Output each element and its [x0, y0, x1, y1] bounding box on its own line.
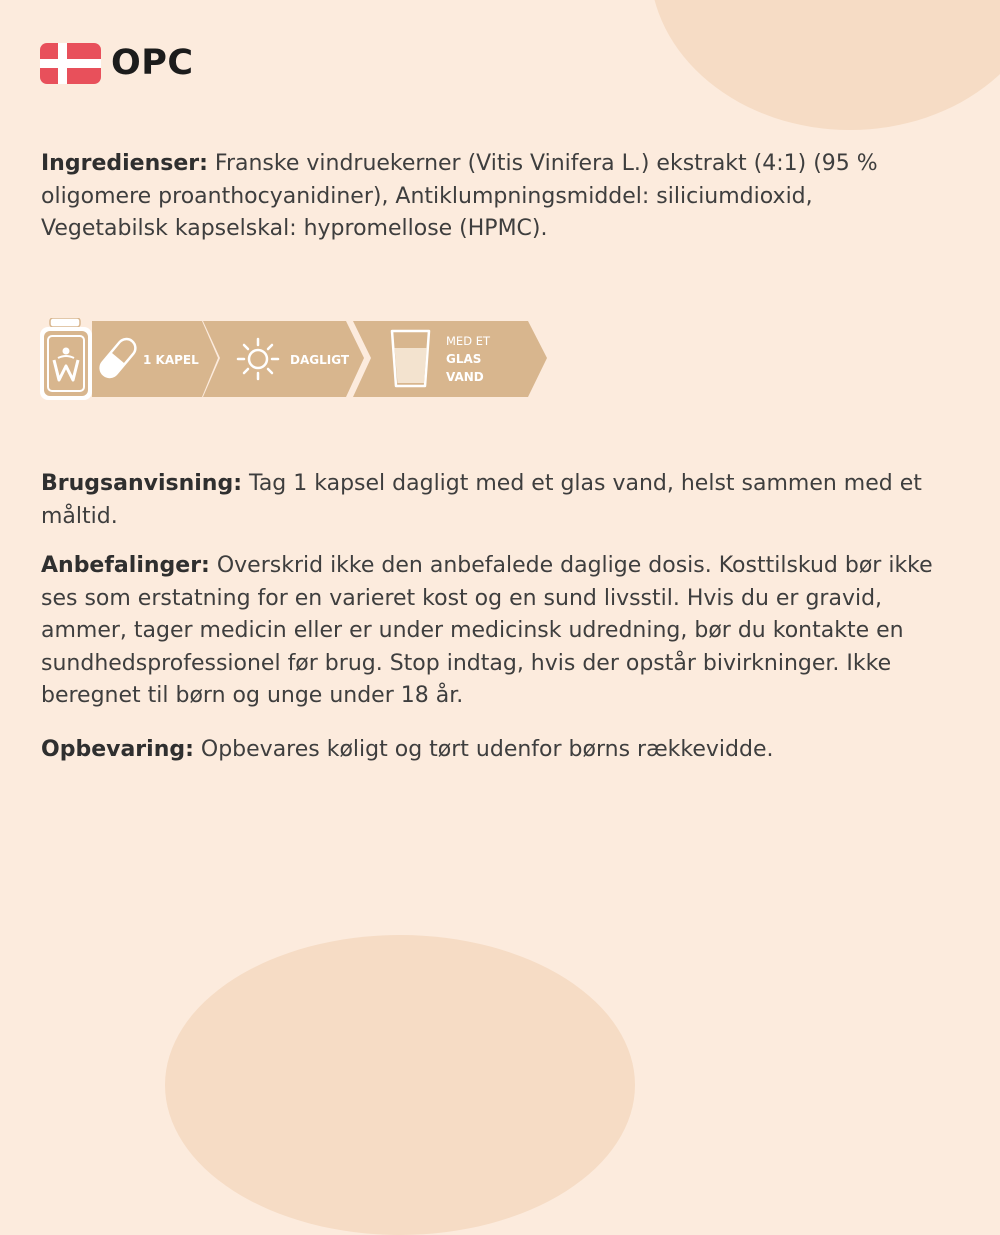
dosage-steps-banner	[40, 318, 550, 400]
ingredients-text: Franske vindruekerner (Vitis Vinifera L.) ekstrakt (4:1) (95 % oligomere proanthocyanidiner), Antiklumpningsmiddel: siliciumdioxid, Vegetabilsk kapselskal: hypromellose (HPMC).	[41, 151, 878, 241]
step-label-water-line1: MED ET	[446, 334, 490, 348]
ingredients-paragraph	[41, 148, 946, 246]
storage-label: Opbevaring:	[41, 737, 194, 762]
usage-label: Brugsanvisning:	[41, 471, 243, 496]
background-blob-top	[650, 0, 1000, 130]
recommendations-paragraph	[41, 550, 946, 713]
denmark-flag-icon	[40, 43, 101, 84]
usage-paragraph	[41, 468, 946, 533]
background-blob-bottom	[165, 935, 635, 1235]
brand-name: OPC	[111, 43, 194, 83]
step-label-water-line2: GLAS	[446, 352, 482, 366]
recommendations-label: Anbefalinger:	[41, 553, 210, 578]
ingredients-label: Ingredienser:	[41, 151, 208, 176]
step-label-water-line3: VAND	[446, 370, 484, 384]
recommendations-text: Overskrid ikke den anbefalede daglige dosis. Kosttilskud bør ikke ses som erstatning for en varieret kost og en sund livsstil. Hvis du er gravid, ammer, tager medicin eller er under medicinsk udredning, bør du kontakte en sundhedsprofessionel før brug. Stop indtag, hvis der opstår bivirkninger. Ikke beregnet til børn og unge under 18 år.	[41, 553, 933, 708]
brand-header	[40, 42, 194, 84]
usage-text: Tag 1 kapsel dagligt med et glas vand, helst sammen med et måltid.	[41, 471, 922, 529]
supplement-jar-icon	[40, 318, 92, 400]
step-label-daily: DAGLIGT	[290, 353, 350, 367]
storage-text: Opbevares køligt og tørt udenfor børns rækkevidde.	[193, 737, 774, 762]
step-label-capsule: 1 KAPEL	[143, 353, 199, 367]
storage-paragraph	[41, 734, 946, 767]
